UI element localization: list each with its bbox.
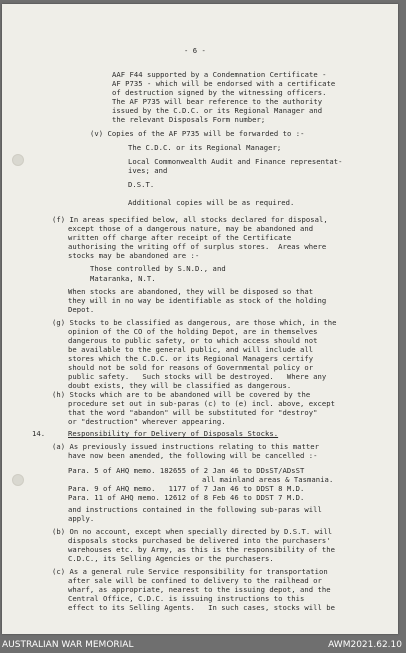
text-line: and instructions contained in the following sub-paras will xyxy=(68,505,322,514)
section-number: 14. xyxy=(32,429,46,438)
text-line: apply. xyxy=(68,514,95,523)
text-line: warehouses etc. by Army, as this is the responsibility of the xyxy=(68,545,336,554)
text-line: (a) As previously issued instructions relating to this matter xyxy=(52,442,320,451)
footer-institution: AUSTRALIAN WAR MEMORIAL xyxy=(2,640,134,650)
text-line: C.D.C., its Selling Agencies or the purchasers. xyxy=(68,554,274,563)
text-line: ives; and xyxy=(128,166,168,175)
text-line: (b) On no account, except when specially directed by D.S.T. will xyxy=(52,527,333,536)
text-line: authorising the writing off of surplus stores. Areas where xyxy=(68,242,327,251)
text-line: stocks may be abandoned are :- xyxy=(68,251,200,260)
text-line: disposals stocks purchased be delivered into the purchasers' xyxy=(68,536,331,545)
text-line: have now been amended, the following will be cancelled :- xyxy=(68,451,318,460)
text-line: public safety. Such stocks will be destroyed. Where any xyxy=(68,372,327,381)
text-line: Additional copies will be as required. xyxy=(128,198,295,207)
text-line: they will in no way be identifiable as stock of the holding xyxy=(68,296,327,305)
text-line: of destruction signed by the witnessing officers. xyxy=(112,88,327,97)
text-line: that the word "abandon" will be substituted for "destroy" xyxy=(68,408,318,417)
section-heading: Responsibility for Delivery of Disposals Stocks. xyxy=(68,429,279,438)
text-line: the relevant Disposals Form number; xyxy=(112,115,266,124)
text-line: effect to its Selling Agents. In such cases, stocks will be xyxy=(68,603,336,612)
punch-hole xyxy=(12,154,24,166)
text-line: (h) Stocks which are to be abandoned will be covered by the xyxy=(52,390,311,399)
text-line: Central Office, C.D.C. is issuing instructions to this xyxy=(68,594,305,603)
text-line: issued by the C.D.C. or its Regional Manager and xyxy=(112,106,323,115)
text-line: Mataranka, N.T. xyxy=(90,274,156,283)
text-line: Local Commonwealth Audit and Finance representat- xyxy=(128,157,343,166)
page-number: - 6 - xyxy=(184,46,206,55)
text-line: (f) In areas specified below, all stocks declared for disposal, xyxy=(52,215,328,224)
text-line: or "destruction" wherever appearing. xyxy=(68,417,226,426)
text-line: doubt exists, they will be classified as dangerous. xyxy=(68,381,292,390)
text-line: Para. 9 of AHQ memo. 1177 of 7 Jan 46 to DDST 8 M.D. xyxy=(68,484,305,493)
text-line: (g) Stocks to be classified as dangerous, are those which, in the xyxy=(52,318,337,327)
text-line: Those controlled by S.N.D., and xyxy=(90,264,226,273)
text-line: be available to the general public, and will include all xyxy=(68,345,314,354)
footer-reference: AWM2021.62.10 xyxy=(328,640,402,650)
text-line: should not be sold for reasons of Governmental policy or xyxy=(68,363,314,372)
document-page xyxy=(2,4,398,634)
archive-footer xyxy=(0,638,406,653)
text-line: (v) Copies of the AF P735 will be forwarded to :- xyxy=(90,129,305,138)
text-line: procedure set out in sub-paras (c) to (e) incl. above, except xyxy=(68,399,336,408)
text-line: D.S.T. xyxy=(128,180,155,189)
text-line: after sale will be confined to delivery to the railhead or xyxy=(68,576,322,585)
text-line: Para. 5 of AHQ memo. 182655 of 2 Jan 46 to DDsST/ADsST xyxy=(68,466,305,475)
text-line: wharf, as appropriate, nearest to the issuing depot, and the xyxy=(68,585,331,594)
text-line: The C.D.C. or its Regional Manager; xyxy=(128,143,282,152)
text-line: opinion of the CO of the holding Depot, are in themselves xyxy=(68,327,318,336)
punch-hole xyxy=(12,474,24,486)
text-line: all mainland areas & Tasmania. xyxy=(202,475,334,484)
text-line: stores which the C.D.C. or its Regional Managers certify xyxy=(68,354,314,363)
text-line: except those of a dangerous nature, may be abandoned and xyxy=(68,224,314,233)
text-line: AAF F44 supported by a Condemnation Certificate - xyxy=(112,70,327,79)
text-line: (c) As a general rule Service responsibility for transportation xyxy=(52,567,328,576)
text-line: dangerous to public safety, or to which access should not xyxy=(68,336,318,345)
text-line: AF P735 - which will be endorsed with a certificate xyxy=(112,79,336,88)
text-line: When stocks are abandoned, they will be disposed so that xyxy=(68,287,314,296)
text-line: The AF P735 will bear reference to the authority xyxy=(112,97,323,106)
text-line: written off charge after receipt of the Certificate xyxy=(68,233,292,242)
text-line: Depot. xyxy=(68,305,95,314)
text-line: Para. 11 of AHQ memo. 12612 of 8 Feb 46 to DDST 7 M.D. xyxy=(68,493,305,502)
